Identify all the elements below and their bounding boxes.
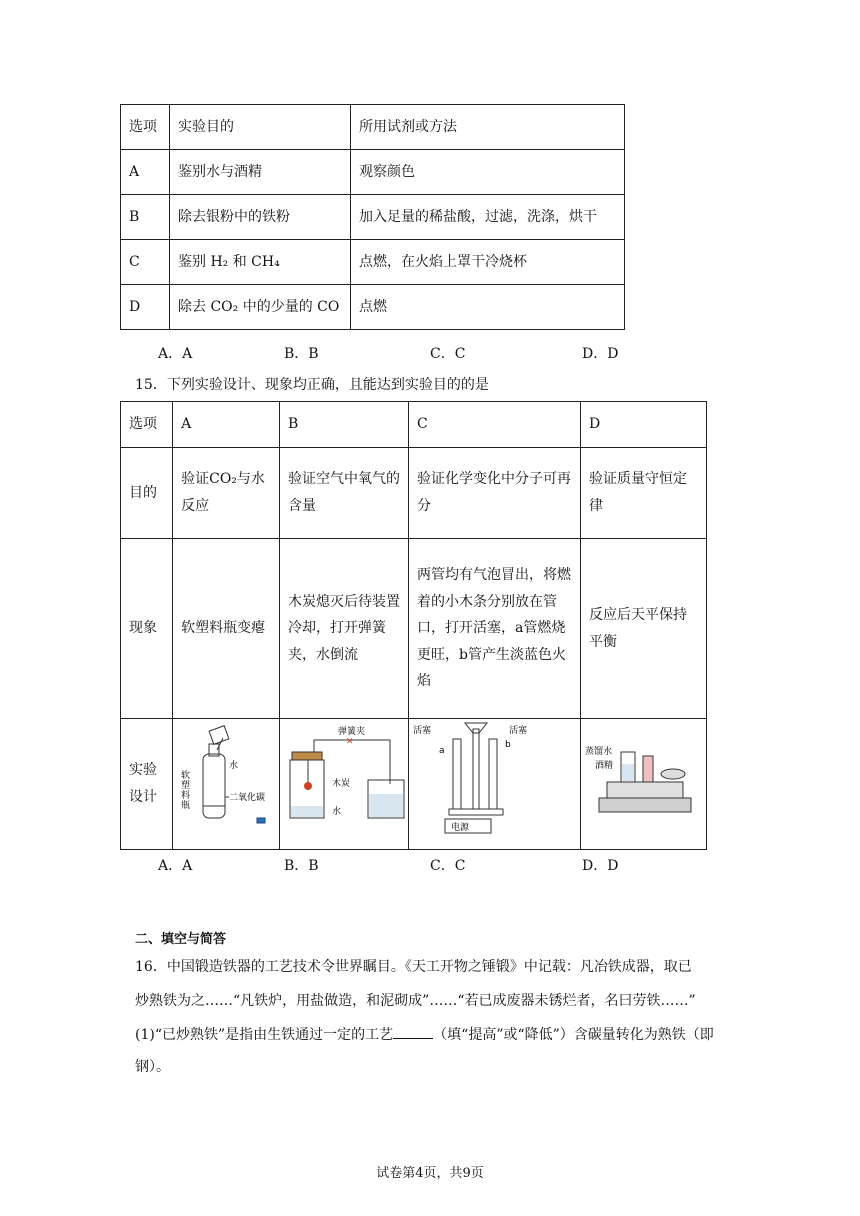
balance-diagram bbox=[581, 724, 706, 834]
section-heading: 二、填空与简答 bbox=[135, 932, 227, 947]
soft-bottle-diagram bbox=[173, 724, 277, 834]
table-row bbox=[121, 195, 625, 240]
electrolysis-diagram bbox=[409, 719, 579, 839]
valve-right-label: 活塞 bbox=[509, 726, 528, 736]
table-cell: 观察颜色 bbox=[351, 150, 625, 195]
table-row-design bbox=[121, 719, 707, 850]
answer-blank[interactable] bbox=[393, 1024, 433, 1039]
bottle-label: 软 bbox=[181, 771, 191, 781]
header-cell: A bbox=[173, 402, 280, 448]
table-cell: 鉴别 H₂ 和 CH₄ bbox=[170, 240, 351, 285]
question-16-line: 炒熟铁为之……“凡铁炉，用盐做造，和泥砌成”……“若已成废器未锈烂者，名曰劳铁……” bbox=[135, 993, 696, 1009]
table-header-row bbox=[121, 402, 707, 448]
table-cell: 点燃 bbox=[351, 285, 625, 330]
design-cell-c bbox=[409, 719, 581, 850]
choice-c[interactable]: C．C bbox=[430, 858, 466, 874]
choice-a[interactable]: A．A bbox=[158, 858, 193, 874]
tube-b-label: b bbox=[505, 740, 511, 750]
table-cell: 加入足量的稀盐酸，过滤，洗涤，烘干 bbox=[351, 195, 625, 240]
distilled-water-label: 蒸馏水 bbox=[585, 747, 613, 757]
purpose-cell: 验证化学变化中分子可再分 bbox=[409, 448, 581, 539]
table-cell: 鉴别水与酒精 bbox=[170, 150, 351, 195]
bottle-label: 瓶 bbox=[181, 801, 191, 811]
subquestion-text: (1)“已炒熟铁”是指由生铁通过一定的工艺 bbox=[135, 1027, 394, 1043]
purpose-cell: 验证CO₂与水反应 bbox=[173, 448, 280, 539]
row-label: 目的 bbox=[121, 448, 173, 539]
tube-a-label: a bbox=[439, 746, 445, 756]
header-cell: 所用试剂或方法 bbox=[351, 105, 625, 150]
design-cell-b bbox=[280, 719, 409, 850]
choice-b[interactable]: B．B bbox=[284, 346, 319, 362]
phenomenon-cell: 反应后天平保持平衡 bbox=[581, 539, 707, 719]
question-16-subquestion bbox=[135, 1024, 736, 1045]
phenomenon-cell: 木炭熄灭后待装置冷却，打开弹簧夹，水倒流 bbox=[280, 539, 409, 719]
header-cell: 选项 bbox=[121, 402, 173, 448]
answer-choices-q15 bbox=[158, 855, 638, 875]
choice-d[interactable]: D．D bbox=[582, 346, 619, 362]
water-label: 水 bbox=[229, 761, 239, 771]
valve-left-label: 活塞 bbox=[413, 726, 432, 736]
table-cell: 除去 CO₂ 中的少量的 CO bbox=[170, 285, 351, 330]
phenomenon-cell: 两管均有气泡冒出，将燃着的小木条分别放在管口，打开活塞，a管燃烧更旺，b管产生淡蓝色火焰 bbox=[409, 539, 581, 719]
table-row bbox=[121, 285, 625, 330]
table-cell: D bbox=[121, 285, 170, 330]
table-cell: C bbox=[121, 240, 170, 285]
table-header-row bbox=[121, 105, 625, 150]
header-cell: B bbox=[280, 402, 409, 448]
choice-d[interactable]: D．D bbox=[582, 858, 619, 874]
design-cell-d bbox=[581, 719, 707, 850]
header-cell: 选项 bbox=[121, 105, 170, 150]
alcohol-label: 酒精 bbox=[595, 761, 614, 771]
design-cell-a bbox=[173, 719, 280, 850]
subquestion-text: （填“提高”或“降低”）含碳量转化为熟铁（即 bbox=[433, 1027, 714, 1043]
co2-label: 二氧化碳 bbox=[229, 793, 266, 803]
spring-clip-label: 弹簧夹 bbox=[338, 727, 366, 737]
oxygen-content-diagram bbox=[280, 724, 408, 834]
water-label: 水 bbox=[332, 807, 342, 817]
page-footer: 试卷第4页，共9页 bbox=[376, 1166, 484, 1181]
table-row bbox=[121, 150, 625, 195]
header-cell: D bbox=[581, 402, 707, 448]
table-row bbox=[121, 240, 625, 285]
table-row-phenomenon bbox=[121, 539, 707, 719]
table-cell: 点燃，在火焰上罩干冷烧杯 bbox=[351, 240, 625, 285]
header-cell: 实验目的 bbox=[170, 105, 351, 150]
header-cell: C bbox=[409, 402, 581, 448]
table-cell: 除去银粉中的铁粉 bbox=[170, 195, 351, 240]
purpose-cell: 验证质量守恒定律 bbox=[581, 448, 707, 539]
charcoal-label: 木炭 bbox=[332, 779, 351, 789]
purpose-cell: 验证空气中氧气的含量 bbox=[280, 448, 409, 539]
power-label: 电源 bbox=[451, 823, 470, 833]
question-15-stem: 15．下列实验设计、现象均正确，且能达到实验目的的是 bbox=[135, 377, 489, 393]
table-cell: B bbox=[121, 195, 170, 240]
choice-b[interactable]: B．B bbox=[284, 858, 319, 874]
row-label: 实验设计 bbox=[121, 719, 173, 850]
answer-choices-q14 bbox=[158, 343, 638, 363]
table-cell: A bbox=[121, 150, 170, 195]
bottle-label: 塑 bbox=[181, 781, 191, 791]
phenomenon-cell: 软塑料瓶变瘪 bbox=[173, 539, 280, 719]
bottle-label: 料 bbox=[181, 791, 191, 801]
question-16-line: 16．中国锻造铁器的工艺技术令世界瞩目。《天工开物之锤锻》中记载：凡冶铁成器，取已 bbox=[135, 959, 692, 975]
table-row-purpose bbox=[121, 448, 707, 539]
question-16-line: 钢）。 bbox=[135, 1059, 170, 1075]
row-label: 现象 bbox=[121, 539, 173, 719]
choice-c[interactable]: C．C bbox=[430, 346, 466, 362]
clip-icon: ✕ bbox=[346, 737, 354, 747]
experiment-table-q15 bbox=[120, 401, 707, 850]
choice-a[interactable]: A．A bbox=[158, 346, 193, 362]
options-table-q14 bbox=[120, 104, 625, 330]
